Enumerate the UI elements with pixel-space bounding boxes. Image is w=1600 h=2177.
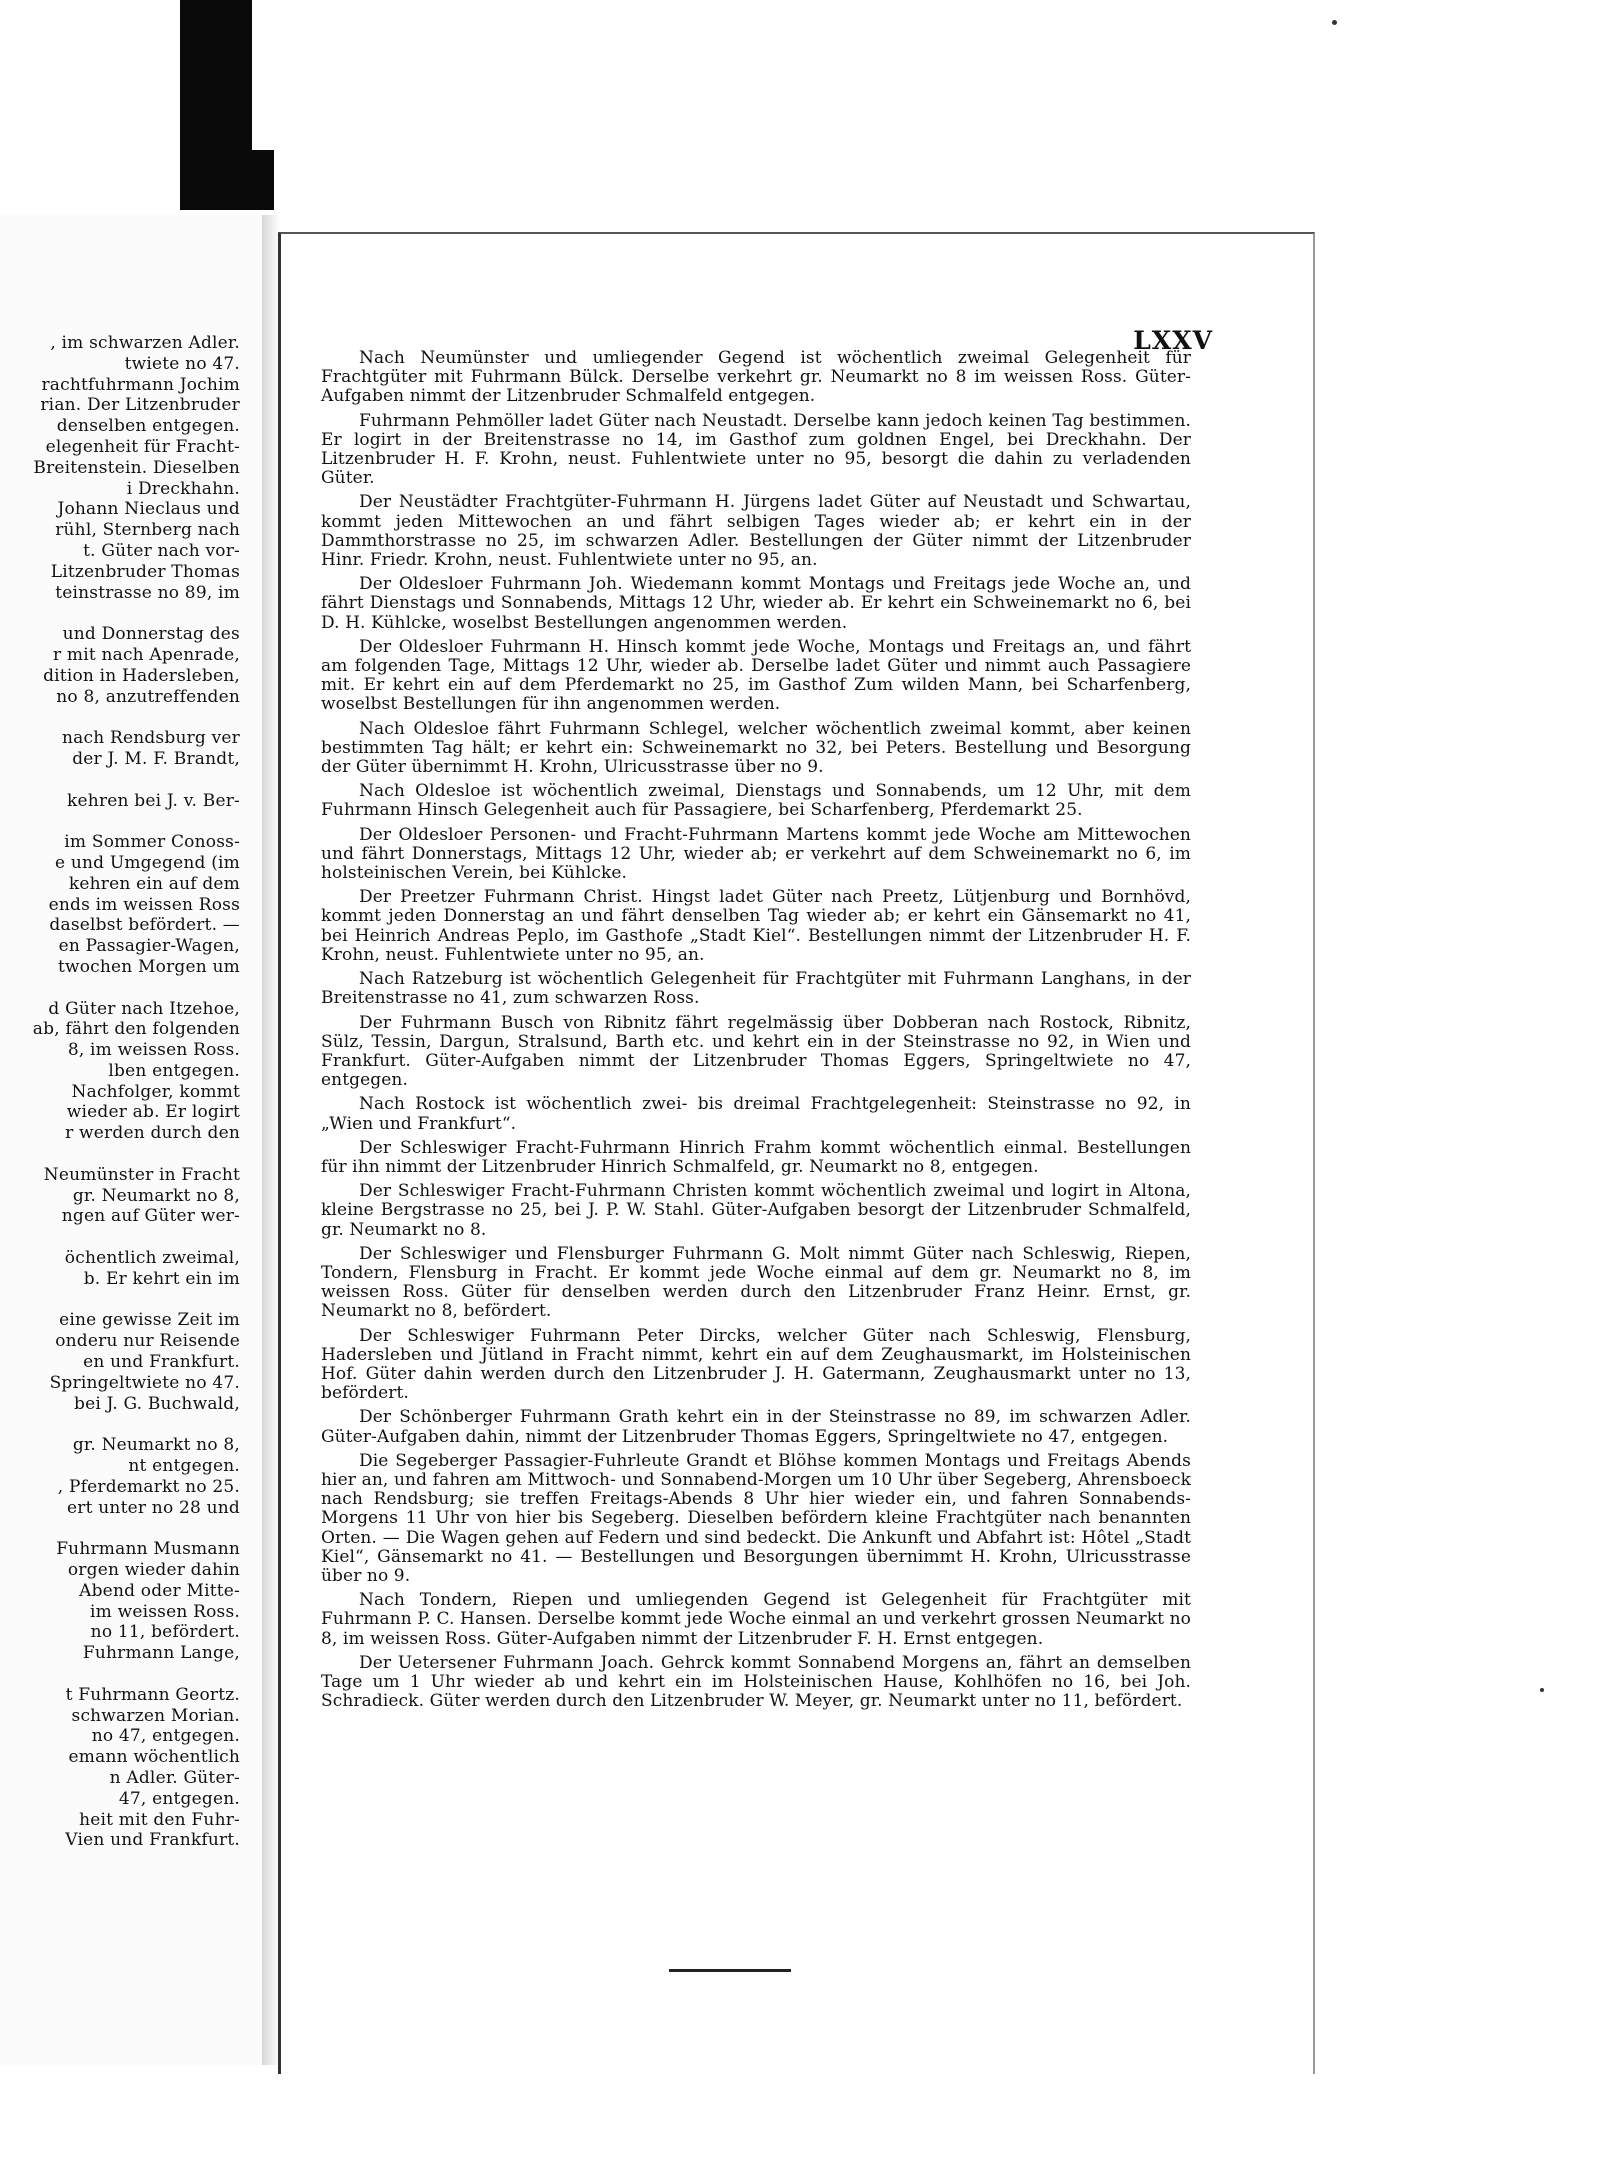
right-page (278, 232, 1315, 2074)
left-page-line: Fuhrmann Lange, (82, 1643, 240, 1664)
left-page-line: twiete no 47. (124, 353, 240, 374)
left-page-line: twochen Morgen um (57, 956, 240, 977)
left-page-line (0, 603, 240, 624)
paragraph: Nach Oldesloe ist wöchentlich zweimal, Dienstags und Sonnabends, um 12 Uhr, mit dem Fuhrmann Hinsch Gelegenheit auch für Passagiere, bei Scharfenberg, Pferdemarkt 25. (321, 781, 1191, 821)
paragraph: Der Schönberger Fuhrmann Grath kehrt ein in der Steinstrasse no 89, im schwarzen Adler. Güter-Aufgaben dahin, nimmt der Litzenbruder Thomas Eggers, Springeltwiete no 47, entgegen. (321, 1407, 1191, 1447)
left-page-line: ngen auf Güter wer- (61, 1206, 240, 1227)
left-page-line: kehren ein auf dem (68, 873, 240, 894)
left-page-line: onderu nur Reisende (55, 1331, 240, 1352)
paragraph: Der Schleswiger Fracht-Fuhrmann Christen kommt wöchentlich zweimal und logirt in Altona, kleine Bergstrasse no 25, bei J. P. W. Stahl. Güter-Aufgaben besorgt der Litzenbruder Schmalfeld, gr. Neumarkt no 8. (321, 1181, 1191, 1240)
paragraph: Der Preetzer Fuhrmann Christ. Hingst ladet Güter nach Preetz, Lütjenburg und Bornhövd, kommt jeden Donnerstag an und fährt denselben Tag wieder ab; er kehrt ein Gänsemarkt no 41, bei Heinrich Andreas Peplo, im Gasthofe „Stadt Kiel“. Bestellungen nimmt der Litzenbruder H. F. Krohn, neust. Fuhlentwiete unter no 95, an. (321, 887, 1191, 965)
page-number: LXXV (1133, 326, 1213, 355)
left-page-line: rachtfuhrmann Jochim (41, 374, 240, 395)
left-page-line: 47, entgegen. (118, 1788, 240, 1809)
left-page-line: t. Güter nach vor- (83, 540, 240, 561)
left-page-line: rian. Der Litzenbruder (40, 395, 240, 416)
left-page-line: teinstrasse no 89, im (55, 582, 240, 603)
left-page-line (0, 1414, 240, 1435)
left-page-line: und Donnerstag des (62, 624, 240, 645)
left-page-line: i Dreckhahn. (126, 478, 240, 499)
left-page-line: Vien und Frankfurt. (65, 1830, 240, 1851)
left-page-line: en Passagier-Wagen, (58, 936, 240, 957)
left-page-line: r mit nach Apenrade, (52, 644, 240, 665)
paragraph: Der Fuhrmann Busch von Ribnitz fährt regelmässig über Dobberan nach Rostock, Ribnitz, Sülz, Tessin, Dargun, Stralsund, Barth etc. und kehrt ein in der Steinstrasse no 92, in Wien und Frankfurt. Güter-Aufgaben nimmt der Litzenbruder Thomas Eggers, Springeltwiete no 47, entgegen. (321, 1012, 1191, 1091)
left-page-line: daselbst befördert. — (49, 915, 240, 936)
left-page-line (0, 1227, 240, 1248)
paragraph: Der Schleswiger Fracht-Fuhrmann Hinrich Frahm kommt wöchentlich einmal. Bestellungen für ihn nimmt der Litzenbruder Hinrich Schmalfeld, gr. Neumarkt no 8, entgegen. (321, 1137, 1191, 1177)
left-page-line: dition in Hadersleben, (43, 665, 240, 686)
paragraph: Die Segeberger Passagier-Fuhrleute Grandt et Blöhse kommen Montags und Freitags Abends hier an, und fahren am Mittwoch- und Sonnabend-Morgen um 10 Uhr über Segeberg, Ahrensboeck nach Rendsburg; sie treffen Freitags-Abends 8 Uhr hier wieder ein, und fahren Sonnabends-Morgens 11 Uhr von hier bis Segeberg. Dieselben befördern kleine Frachtgüter nach benannten Orten. — Die Wagen gehen auf Federn und sind bedeckt. Die Ankunft und Abfahrt ist: Hôtel „Stadt Kiel“, Gänsemarkt no 41. — Bestellungen und Besorgungen übernimmt H. Krohn, Ulricusstrasse über no 9. (321, 1450, 1191, 1586)
left-page-line: e und Umgegend (im (54, 852, 240, 873)
left-page-line: no 47, entgegen. (91, 1726, 240, 1747)
left-page-line: r werden durch den (65, 1123, 240, 1144)
left-page-line: denselben entgegen. (56, 416, 240, 437)
left-page-line (0, 978, 240, 999)
paragraph: Der Schleswiger und Flensburger Fuhrmann G. Molt nimmt Güter nach Schleswig, Riepen, Tondern, Flensburg in Fracht. Er kommt jede Woche einmal auf dem gr. Neumarkt no 8, im weissen Ross. Güter für denselben werden durch den Litzenbruder Franz Heinr. Ernst, gr. Neumarkt no 8, befördert. (321, 1243, 1191, 1322)
left-page-line: n Adler. Güter- (109, 1767, 240, 1788)
left-page-line: elegenheit für Fracht- (45, 436, 240, 457)
gutter-bar-corner (252, 150, 274, 210)
left-page-line: no 8, anzutreffenden (56, 686, 240, 707)
paragraph: Fuhrmann Pehmöller ladet Güter nach Neustadt. Derselbe kann jedoch keinen Tag bestimmen. Er logirt in der Breitenstrasse no 14, im Gasthof zum goldnen Engel, bei Dreckhahn. Der Litzenbruder H. F. Krohn, neust. Fuhlentwiete unter no 95, besorgt die dahin zu verladenden Güter. (321, 410, 1191, 489)
left-page-line (0, 707, 240, 728)
left-page-line: Litzenbruder Thomas (50, 561, 240, 582)
paragraph: Der Oldesloer Personen- und Fracht-Fuhrmann Martens kommt jede Woche am Mittewochen und fährt Donnerstags, Mittags 12 Uhr, wieder ab; er verkehrt auf dem Schweinemarkt no 6, im holsteinischen Verein, bei Kühlcke. (321, 824, 1191, 884)
left-page-line: kehren bei J. v. Ber- (67, 790, 240, 811)
left-page-line: eine gewisse Zeit im (59, 1310, 240, 1331)
left-page-line (0, 770, 240, 791)
paragraph: Nach Rostock ist wöchentlich zwei- bis dreimal Frachtgelegenheit: Steinstrasse no 92, in „Wien und Frankfurt“. (321, 1094, 1191, 1134)
left-page-line: Springeltwiete no 47. (49, 1372, 240, 1393)
left-page-line: im weissen Ross. (90, 1601, 240, 1622)
left-page-line: Neumünster in Fracht (43, 1164, 240, 1185)
left-page-line: d Güter nach Itzehoe, (48, 998, 240, 1019)
left-page-line: no 11, befördert. (90, 1622, 240, 1643)
left-page-line: im Sommer Conoss- (64, 832, 240, 853)
paragraph: Der Oldesloer Fuhrmann H. Hinsch kommt jede Woche, Montags und Freitags an, und fährt am folgenden Tage, Mittags 12 Uhr, wieder ab. Derselbe ladet Güter und nimmt auch Passagiere mit. Er kehrt ein auf dem Pferdemarkt no 25, im Gasthof Zum wilden Mann, bei Scharfenberg, woselbst Bestellungen für ihn angenommen werden. (321, 636, 1191, 715)
left-page-line: rühl, Sternberg nach (55, 520, 240, 541)
left-page-line: lben entgegen. (108, 1060, 240, 1081)
left-page-line: b. Er kehrt ein im (83, 1268, 240, 1289)
left-page-line: ends im weissen Ross (48, 894, 240, 915)
left-page-line: gr. Neumarkt no 8, (72, 1435, 240, 1456)
left-page-line: 8, im weissen Ross. (67, 1040, 240, 1061)
left-page-line: Nachfolger, kommt (71, 1081, 240, 1102)
left-page-line: wieder ab. Er logirt (66, 1102, 240, 1123)
paragraph: Nach Tondern, Riepen und umliegenden Gegend ist Gelegenheit für Frachtgüter mit Fuhrmann P. C. Hansen. Derselbe kommt jede Woche einmal an und verkehrt grossen Neumarkt no 8, im weissen Ross. Güter-Aufgaben nimmt der Litzenbruder F. H. Ernst entgegen. (321, 1590, 1191, 1649)
left-page-line: Breitenstein. Dieselben (33, 457, 240, 478)
left-page-line: orgen wieder dahin (67, 1560, 240, 1581)
gutter-bar (180, 0, 252, 210)
paragraph: Nach Oldesloe fährt Fuhrmann Schlegel, welcher wöchentlich zweimal kommt, aber keinen bestimmten Tag hält; er kehrt ein: Schweinemarkt no 32, bei Peters. Bestellung und Besorgung der Güter übernimmt H. Krohn, Ulricusstrasse über no 9. (321, 718, 1191, 778)
left-page-line: t Fuhrmann Geortz. (65, 1684, 240, 1705)
paragraph: Nach Ratzeburg ist wöchentlich Gelegenheit für Frachtgüter mit Fuhrmann Langhans, in der Breitenstrasse no 41, zum schwarzen Ross. (321, 969, 1191, 1009)
left-page-line: bei J. G. Buchwald, (74, 1393, 240, 1414)
left-page-line: nt entgegen. (128, 1456, 240, 1477)
left-page-line: en und Frankfurt. (83, 1352, 240, 1373)
left-page-line (0, 1518, 240, 1539)
left-page-line: gr. Neumarkt no 8, (72, 1185, 240, 1206)
left-page-line (0, 811, 240, 832)
left-page-line: ab, fährt den folgenden (32, 1019, 240, 1040)
left-page-line: heit mit den Fuhr- (79, 1809, 240, 1830)
left-page-line: , Pferdemarkt no 25. (57, 1476, 240, 1497)
left-page-text (0, 333, 240, 1851)
left-page-line: schwarzen Morian. (71, 1705, 240, 1726)
speck (1540, 1688, 1544, 1692)
left-page-line: Johann Nieclaus und (57, 499, 240, 520)
left-page-line: , im schwarzen Adler. (50, 333, 240, 353)
left-page-line (0, 1664, 240, 1685)
paragraph: Der Oldesloer Fuhrmann Joh. Wiedemann kommt Montags und Freitags jede Woche an, und fährt Dienstags und Sonnabends, Mittags 12 Uhr, wieder ab. Er kehrt ein Schweinemarkt no 6, bei D. H. Kühlcke, woselbst Bestellungen angenommen werden. (321, 574, 1191, 633)
left-page-line: ert unter no 28 und (67, 1497, 240, 1518)
left-page-line (0, 1290, 240, 1311)
left-page-line: emann wöchentlich (68, 1747, 240, 1768)
left-page-line: öchentlich zweimal, (64, 1248, 240, 1269)
left-page-line: Abend oder Mitte- (79, 1580, 240, 1601)
paragraph: Nach Neumünster und umliegender Gegend ist wöchentlich zweimal Gelegenheit für Frachtgüter mit Fuhrmann Bülck. Derselbe verkehrt gr. Neumarkt no 8 im weissen Ross. Güter-Aufgaben nimmt der Litzenbruder Schmalfeld entgegen. (321, 348, 1191, 407)
speck (1332, 20, 1337, 25)
end-rule (669, 1969, 791, 1972)
body-text (321, 349, 1191, 1716)
left-page-line: Fuhrmann Musmann (56, 1539, 240, 1560)
left-page-line (0, 1144, 240, 1165)
paragraph: Der Neustädter Frachtgüter-Fuhrmann H. Jürgens ladet Güter auf Neustadt und Schwartau, kommt jeden Mittewochen an und fährt selbigen Tages wieder ab; er kehrt ein in der Dammthorstrasse no 25, im schwarzen Adler. Bestellungen der Güter nimmt der Litzenbruder Hinr. Friedr. Krohn, neust. Fuhlentwiete unter no 95, an. (321, 492, 1191, 571)
left-page-line: der J. M. F. Brandt, (72, 748, 240, 769)
paragraph: Der Uetersener Fuhrmann Joach. Gehrck kommt Sonnabend Morgens an, fährt an demselben Tage um 1 Uhr wieder ab und kehrt ein im Holsteinischen Hause, Kohlhöfen no 16, bei Joh. Schradieck. Güter werden durch den Litzenbruder W. Meyer, gr. Neumarkt unter no 11, befördert. (321, 1652, 1191, 1712)
left-page-line: nach Rendsburg ver (61, 728, 240, 749)
left-page-fragment (0, 215, 266, 2065)
paragraph: Der Schleswiger Fuhrmann Peter Dircks, welcher Güter nach Schleswig, Flensburg, Hadersleben und Jütland in Fracht nimmt, kehrt ein auf dem Zeughausmarkt, im Holsteinischen Hof. Güter dahin werden durch den Litzenbruder J. H. Gatermann, Zeughausmarkt unter no 13, befördert. (321, 1325, 1191, 1404)
